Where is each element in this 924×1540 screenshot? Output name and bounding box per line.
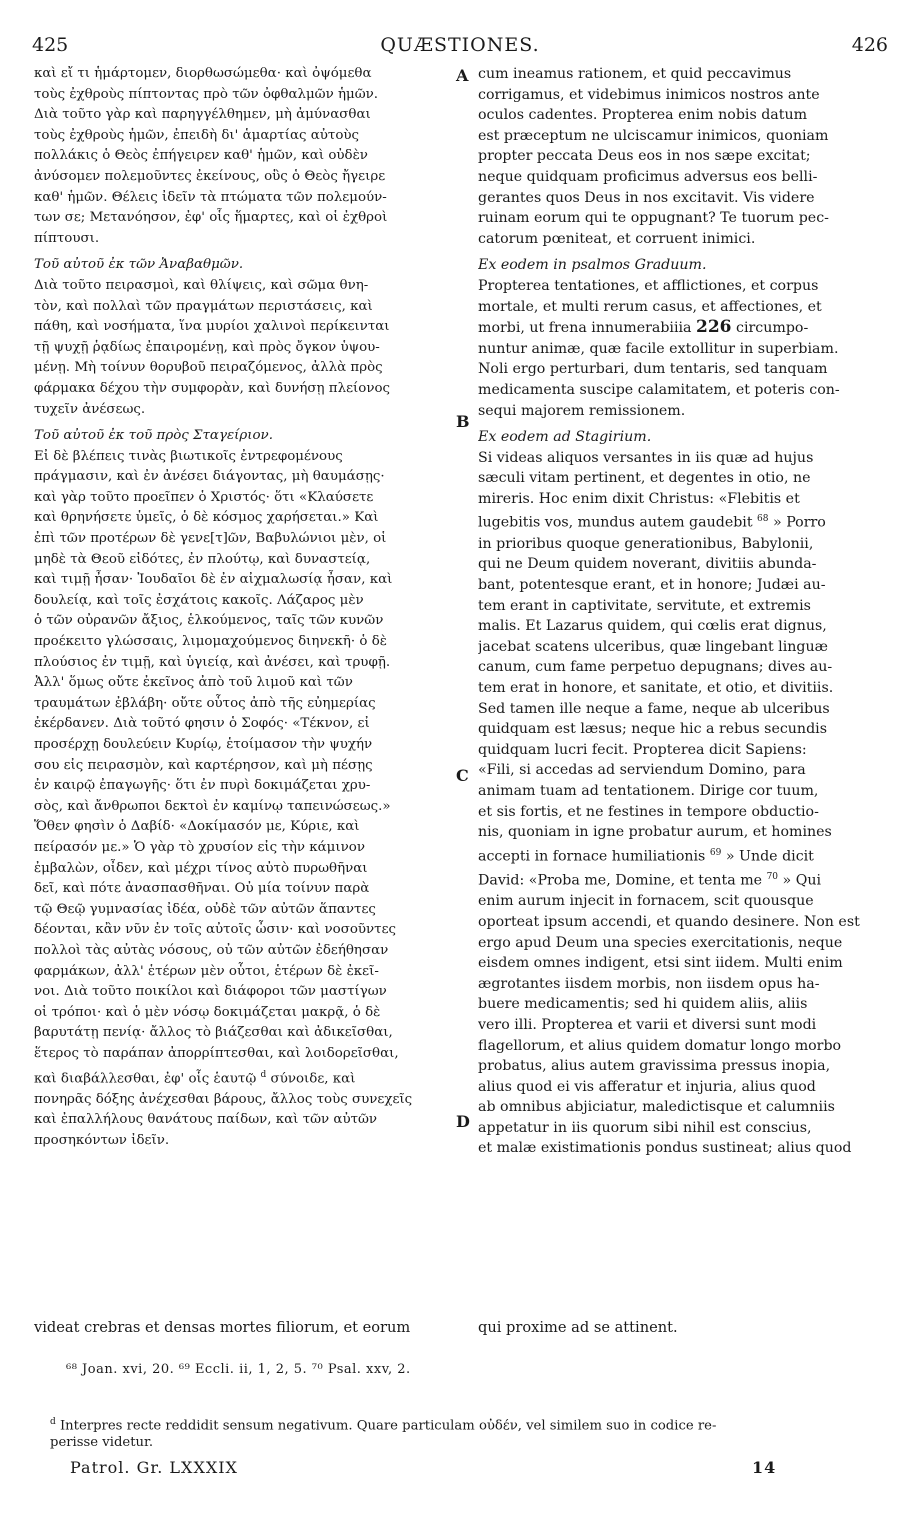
text-line: οἱ τρόποι· καὶ ὁ μὲν νόσῳ δοκιμάζεται μακρᾷ, ὁ δὲ	[34, 1004, 381, 1020]
line-text: σύνοιδε, καὶ	[270, 1070, 356, 1086]
text-line: et sis fortis, et ne festines in tempore obductio-	[478, 803, 819, 820]
text-line: τραυμάτων ἐβλάβη· οὔτε οὗτος ἀπὸ τῆς εὐημερίας	[34, 695, 376, 711]
text-line: πλούσιος ἐν τιμῇ, καὶ ὑγιείᾳ, καὶ ἀνέσει, καὶ τρυφῇ.	[34, 654, 391, 670]
text-line: sæculi vitam pertinent, et degentes in otio, ne	[478, 470, 811, 487]
text-line: ὁ τῶν οὐρανῶν ἄξιος, ἑλκούμενος, ταῖς τῶν κυνῶν	[34, 613, 384, 629]
text-line: jacebat scatens ulceribus, quæ lingebant linguæ	[478, 638, 828, 655]
text-line: medicamenta suscipe calamitatem, et poteris con-	[478, 381, 840, 398]
line-text: accepti in fornace humiliationis	[478, 848, 706, 865]
text-line: sequi majorem remissionem.	[478, 402, 686, 419]
line-text: David: «Proba me, Domine, et tenta me	[478, 872, 763, 889]
text-line: πονηρᾶς δόξης ἀνέχεσθαι βάρους, ἄλλος τοὺς συνεχεῖς	[34, 1091, 413, 1107]
text-line: ἐμβαλὼν, οἶδεν, καὶ μέχρι τίνος αὐτὸ πυρωθῆναι	[34, 860, 368, 876]
text-line: mireris. Hoc enim dixit Christus: «Flebitis et	[478, 490, 800, 507]
text-line: corrigamus, et videbimus inimicos nostros ante	[478, 86, 820, 103]
text-line: δέονται, κἂν νῦν ἐν τοῖς αὐτοῖς ὦσιν· καὶ νοσοῦντες	[34, 922, 397, 938]
text-line-with-ref	[478, 843, 888, 867]
text-line: catorum pœniteat, et corruent inimici.	[478, 230, 756, 247]
text-line: in prioribus quoque generationibus, Babylonii,	[478, 535, 814, 552]
line-text: morbi, ut frena innumerabiiia	[478, 320, 692, 337]
text-line: flagellorum, et alius quidem domatur longo morbo	[478, 1037, 842, 1054]
margin-letter-c: C	[456, 766, 469, 785]
text-line: gerantes quos Deus in nos excitavit. Vis videre	[478, 189, 815, 206]
text-line: τυχεῖν ἀνέσεως.	[34, 401, 146, 417]
text-line: qui ne Deum quidem noverant, divitiis abunda-	[478, 556, 817, 573]
text-line: nis, quoniam in igne probatur aurum, et homines	[478, 824, 832, 841]
text-line: oporteat ipsum accendi, et quando desinere. Non est	[478, 913, 860, 930]
footnote-ref: 69	[709, 847, 722, 858]
running-header	[32, 34, 888, 60]
text-line: bant, potentesque erant, et in honore; Judæi au-	[478, 576, 826, 593]
text-line: animam tuam ad tentationem. Dirige cor tuum,	[478, 782, 819, 799]
text-line: δεῖ, καὶ πότε ἀνασπασθῆναι. Οὐ μία τοίνυν παρὰ	[34, 881, 370, 897]
text-line: Sed tamen ille neque a fame, neque ab ulceribus	[478, 700, 830, 717]
text-line: Ὅθεν φησὶν ὁ Δαβίδ· «Δοκίμασόν με, Κύριε, καὶ	[34, 819, 360, 835]
text-line: canum, cum fame perpetuo depugnans; dives au-	[478, 659, 833, 676]
text-line: καὶ θρηνήσετε ὑμεῖς, ὁ δὲ κόσμος χαρήσεται.» Καὶ	[34, 510, 379, 526]
line-text: » Unde dicit	[725, 848, 814, 865]
text-line: nuntur animæ, quæ facile extollitur in superbiam.	[478, 340, 839, 357]
text-line: μένῃ. Μὴ τοίνυν θορυβοῦ πειραζόμενος, ἀλλὰ πρὸς	[34, 360, 383, 376]
text-line-with-ref	[478, 509, 888, 533]
text-line: Εἰ δὲ βλέπεις τινὰς βιωτικοῖς ἐντρεφομένους	[34, 448, 343, 464]
column-number: 226	[696, 317, 732, 338]
series-signature: Patrol. Gr. LXXXIX	[70, 1458, 238, 1477]
latin-paragraph-1	[478, 64, 888, 249]
text-line: tem erant in captivitate, servitute, et extremis	[478, 597, 811, 614]
text-line: ἕτερος τὸ παράπαν ἀπορρίπτεσθαι, καὶ λοιδορεῖσθαι,	[34, 1045, 399, 1061]
text-line: oculos cadentes. Propterea enim nobis datum	[478, 107, 808, 124]
greek-section-heading: Τοῦ αὐτοῦ ἐκ τῶν Ἀναβαθμῶν.	[34, 257, 244, 273]
text-line: ἐπὶ τῶν προτέρων δὲ γενε[τ]ῶν, Βαβυλώνιοι μὲν, οἱ	[34, 531, 387, 547]
text-line: alius quod ei vis afferatur et injuria, alius quod	[478, 1078, 816, 1095]
text-line: σου εἰς πειρασμὸν, καὶ καρτέρησον, καὶ μὴ πέσῃς	[34, 757, 373, 773]
text-line: φαρμάκων, ἀλλ' ἑτέρων μὲν οὗτοι, ἑτέρων δὲ ἐκεῖ-	[34, 963, 379, 979]
text-line: σὸς, καὶ ἄνθρωποι δεκτοὶ ἐν καμίνῳ ταπεινώσεως.»	[34, 798, 391, 814]
footnote-ref: 68	[757, 514, 769, 525]
text-line: καὶ γὰρ τοῦτο προεῖπεν ὁ Χριστός· ὅτι «Κλαύσετε	[34, 489, 374, 505]
text-line: προέκειτο γλώσσαις, λιμομαχούμενος διηνεκῆ· ὁ δὲ	[34, 634, 387, 650]
greek-section-heading: Τοῦ αὐτοῦ ἐκ τοῦ πρὸς Σταγείριον.	[34, 428, 273, 444]
latin-section-heading: Ex eodem ad Stagirium.	[478, 429, 652, 446]
text-line: Ἀλλ' ὅμως οὔτε ἐκεῖνος ἀπὸ τοῦ λιμοῦ καὶ τῶν	[34, 675, 353, 691]
text-line: quidquam lucri fecit. Propterea dicit Sapiens:	[478, 741, 807, 758]
text-line: βαρυτάτῃ πενίᾳ· ἄλλος τὸ βιάζεσθαι καὶ ἀδικεῖσθαι,	[34, 1025, 393, 1041]
text-line: probatus, alius autem gravissima pressus inopia,	[478, 1058, 831, 1075]
text-line: «Fili, si accedas ad serviendum Domino, para	[478, 762, 806, 779]
text-line-with-ref	[478, 867, 888, 891]
note-text-continued: perisse videtur.	[50, 1435, 154, 1451]
text-line: ergo apud Deum una species exercitationis, neque	[478, 934, 843, 951]
text-line: vero illi. Propterea et varii et diversi sunt modi	[478, 1016, 817, 1033]
note-mark: d	[260, 1069, 267, 1080]
text-line: προσέρχῃ δουλεύειν Κυρίῳ, ἑτοίμασον τὴν ψυχήν	[34, 737, 373, 752]
text-line: ægrotantes iisdem morbis, non iisdem opus ha-	[478, 975, 820, 992]
text-line: μηδὲ τὰ Θεοῦ εἰδότες, ἐν πλούτῳ, καὶ δυναστείᾳ,	[34, 551, 371, 567]
text-line: mortale, et multi rerum casus, et affectiones, et	[478, 298, 822, 315]
text-line: πολλοὶ τὰς αὐτὰς νόσους, οὐ τῶν αὐτῶν ἐδεήθησαν	[34, 942, 389, 958]
text-line: ab omnibus abjiciatur, maledictisque et calumniis	[478, 1099, 835, 1116]
text-line: νοι. Διὰ τοῦτο ποικίλοι καὶ διάφοροι τῶν μαστίγων	[34, 984, 387, 1000]
text-line: δουλείᾳ, καὶ τοῖς ἐσχάτοις κακοῖς. Λάζαρος μὲν	[34, 592, 364, 608]
text-line-with-note	[34, 1065, 452, 1090]
text-line: ἐν καιρῷ ἐπαγωγῆς· ὅτι ἐν πυρὶ δοκιμάζεται χρυ-	[34, 778, 371, 794]
text-line: πείρασόν με.» Ὁ γὰρ τὸ χρυσίον εἰς τὴν κάμινον	[34, 839, 365, 855]
text-line: τὸν, καὶ πολλαὶ τῶν πραγμάτων περιστάσεις, καὶ	[34, 298, 373, 314]
text-line: φάρμακα δέχου τὴν συμφορὰν, καὶ δυνήσῃ πλείονος	[34, 380, 391, 396]
greek-paragraph-2	[34, 276, 452, 420]
text-line: Si videas aliquos versantes in iis quæ ad hujus	[478, 449, 814, 466]
margin-letter-d: D	[456, 1112, 470, 1131]
latin-column	[478, 64, 888, 1159]
text-line: πίπτουσι.	[34, 230, 100, 246]
text-line: τῷ Θεῷ γυμνασίας ἰδέα, οὐδὲ τῶν αὐτῶν ἅπαντες	[34, 901, 376, 917]
text-line: προσηκόντων ἰδεῖν.	[34, 1132, 170, 1148]
text-line: enim aurum injecit in fornacem, scit quousque	[478, 893, 814, 910]
closing-line-left: videat crebras et densas mortes filiorum, et eorum	[34, 1319, 411, 1336]
right-page-number: 426	[851, 34, 888, 56]
scripture-footnotes: ⁶⁸ Joan. xvi, 20. ⁶⁹ Eccli. ii, 1, 2, 5. ⁷⁰ Psal. xxv, 2.	[66, 1362, 411, 1377]
text-line: καὶ τιμῇ ἦσαν· Ἰουδαῖοι δὲ ἐν αἰχμαλωσίᾳ ἦσαν, καὶ	[34, 572, 393, 588]
text-line: est præceptum ne ulciscamur inimicos, quoniam	[478, 127, 829, 144]
text-line: των σε; Μετανόησον, ἐφ' οἷς ἥμαρτες, καὶ οἱ ἐχθροὶ	[34, 210, 388, 226]
margin-letter-a: A	[456, 66, 469, 85]
text-line: καὶ ἐπαλλήλους θανάτους παίδων, καὶ τῶν αὐτῶν	[34, 1112, 378, 1128]
text-line: πάθη, καὶ νοσήματα, ἵνα μυρίοι χαλινοὶ περίκεινται	[34, 319, 390, 335]
line-text: » Porro	[773, 515, 826, 532]
text-line: propter peccata Deus eos in nos sæpe excitat;	[478, 148, 811, 165]
left-page-number: 425	[32, 34, 69, 56]
latin-paragraph-2	[478, 276, 888, 421]
text-line: τοὺς ἐχθροὺς ἡμῶν, ἐπειδὴ δι' ἁμαρτίας αὐτοὺς	[34, 127, 360, 143]
latin-section-heading: Ex eodem in psalmos Graduum.	[478, 257, 707, 274]
critical-note	[50, 1414, 870, 1451]
line-text: » Qui	[782, 872, 822, 889]
text-line: neque quidquam proficimus adversus eos belli-	[478, 168, 818, 185]
line-text: lugebitis vos, mundus autem gaudebit	[478, 515, 753, 532]
text-line-with-column-number	[478, 317, 888, 339]
line-text: καὶ διαβάλλεσθαι, ἐφ' οἷς ἑαυτῷ	[34, 1070, 257, 1086]
text-line: cum ineamus rationem, et quid peccavimus	[478, 66, 792, 82]
text-line: ἐκέρδανεν. Διὰ τοῦτό φησιν ὁ Σοφός· «Τέκνον, εἰ	[34, 716, 370, 732]
text-line: tem erat in honore, et sanitate, et otio, et divitiis.	[478, 679, 834, 696]
text-line: et malæ existimationis pondus sustineat; alius quod	[478, 1140, 852, 1157]
note-mark: d	[50, 1417, 56, 1427]
closing-line-right: qui proxime ad se attinent.	[478, 1319, 678, 1336]
text-line: malis. Et Lazarus quidem, qui cœlis erat dignus,	[478, 618, 827, 635]
note-text: Interpres recte reddidit sensum negativum. Quare particulam οὐδέν, vel similem suo in codice re-	[59, 1418, 717, 1434]
text-line: eisdem omnes indigent, etsi sint iidem. Multi enim	[478, 955, 843, 972]
running-title: QUÆSTIONES.	[380, 34, 540, 56]
text-line: Noli ergo perturbari, dum tentaris, sed tanquam	[478, 361, 828, 378]
text-line: appetatur in iis quorum sibi nihil est conscius,	[478, 1119, 812, 1136]
text-line: πολλάκις ὁ Θεὸς ἐπήγειρεν καθ' ἡμῶν, καὶ οὐδὲν	[34, 148, 368, 164]
signature-number: 14	[752, 1458, 777, 1477]
text-line: buere medicamentis; sed hi quidem aliis, aliis	[478, 996, 808, 1013]
text-line: καθ' ἡμῶν. Θέλεις ἰδεῖν τὰ πτώματα τῶν πολεμούν-	[34, 189, 387, 205]
greek-column	[34, 64, 452, 1151]
text-line: τοὺς ἐχθροὺς πίπτοντας πρὸ τῶν ὀφθαλμῶν ἡμῶν.	[34, 86, 379, 102]
margin-letter-b: B	[456, 412, 470, 431]
text-line: πράγμασιν, καὶ ἐν ἀνέσει διάγοντας, μὴ θαυμάσῃς·	[34, 469, 385, 485]
text-line: καὶ εἴ τι ἡμάρτομεν, διορθωσώμεθα· καὶ ὀψόμεθα	[34, 66, 372, 81]
footnote-ref: 70	[766, 872, 779, 883]
text-line: Διὰ τοῦτο γὰρ καὶ παρηγγέλθημεν, μὴ ἀμύνασθαι	[34, 107, 371, 123]
greek-paragraph-1	[34, 64, 452, 249]
latin-paragraph-3	[478, 448, 888, 1159]
text-line: ἀνύσομεν πολεμοῦντες ἐκείνους, οὓς ὁ Θεὸς ἤγειρε	[34, 168, 386, 184]
text-line: ruinam eorum qui te oppugnant? Te tuorum pec-	[478, 210, 829, 227]
text-line: Διὰ τοῦτο πειρασμοὶ, καὶ θλίψεις, καὶ σῶμα θνη-	[34, 277, 369, 293]
text-line: quidquam est læsus; neque hic a rebus secundis	[478, 721, 827, 738]
text-line: Propterea tentationes, et afflictiones, et corpus	[478, 277, 819, 294]
text-line: τῇ ψυχῇ ῥᾳδίως ἐπαιρομένῃ, καὶ πρὸς ὄγκον ὑψου-	[34, 339, 380, 355]
greek-paragraph-3	[34, 447, 452, 1152]
line-text: circumpo-	[736, 320, 809, 337]
